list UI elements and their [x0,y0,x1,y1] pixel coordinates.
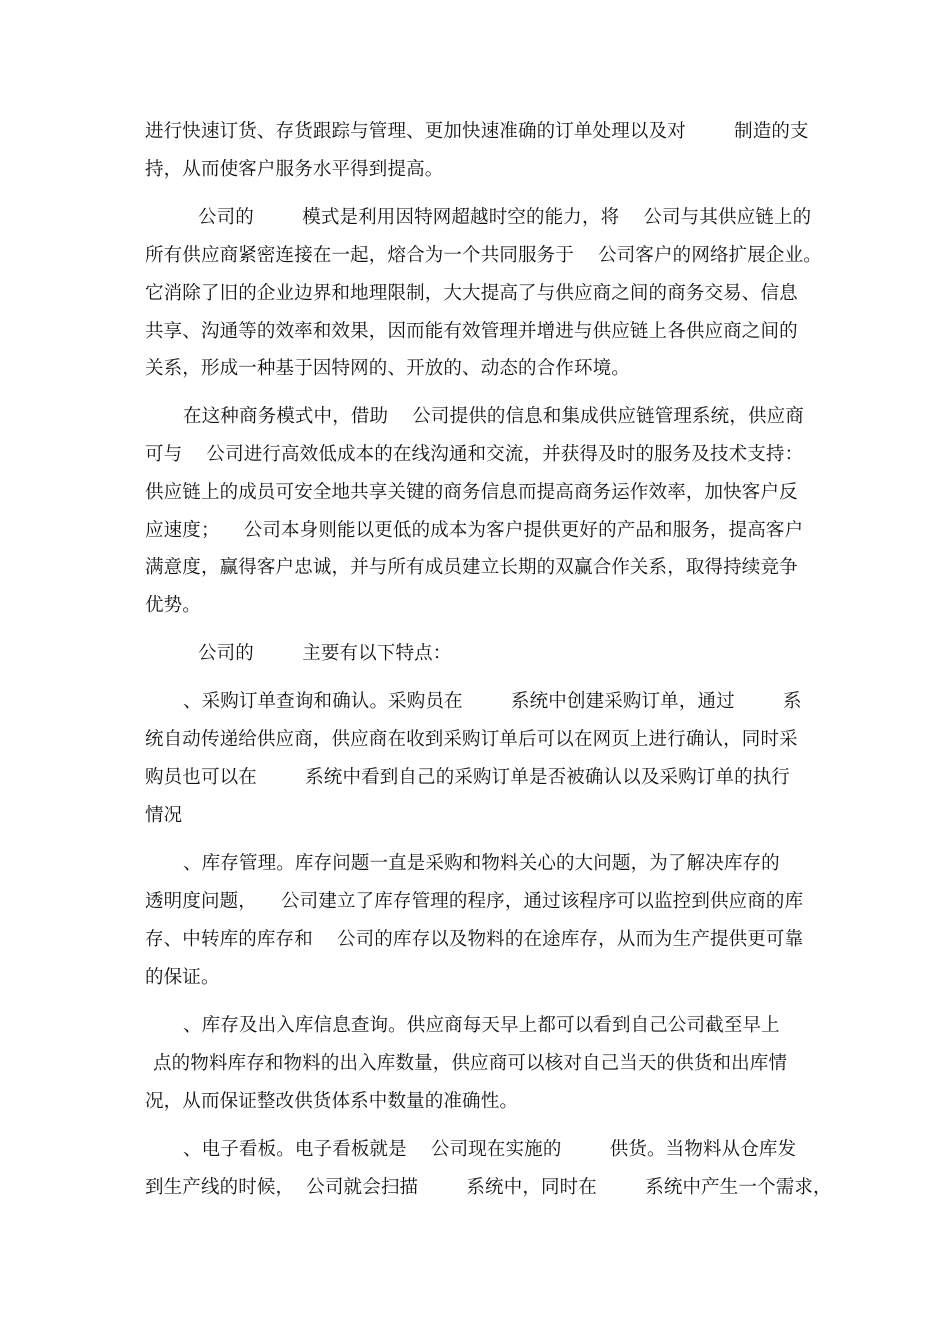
text-line: 、库存管理。库存问题一直是采购和物料关心的大问题，为了解决库存的 [183,853,780,874]
text-line: 满意度，赢得客户忠诚，并与所有成员建立长期的双赢合作关系，取得持续竞争 [145,557,798,578]
text-line: 共享、沟通等的效率和效果，因而能有效管理并增进与供应链上各供应商之间的 [145,321,798,342]
text-line: 它消除了旧的企业边界和地理限制，大大提高了与供应商之间的商务交易、信息 [145,283,798,304]
text-line: 存、中转库的库存和 公司的库存以及物料的在途库存，从而为生产提供更可靠 [145,929,804,950]
text-line: 购员也可以在 系统中看到自己的采购订单是否被确认以及采购订单的执行 [145,767,791,788]
text-line: 持，从而使客户服务水平得到提高。 [145,159,444,180]
text-line: 进行快速订货、存货跟踪与管理、更加快速准确的订单处理以及对 制造的支 [145,121,809,142]
text-line: 点的物料库存和物料的出入库数量，供应商可以核对自己当天的供货和出库情 [153,1053,788,1074]
text-line: 的保证。 [145,967,220,988]
text-line: 应速度； 公司本身则能以更低的成本为客户提供更好的产品和服务，提高客户 [145,520,804,541]
text-line: 到生产线的时候， 公司就会扫描 系统中，同时在 系统中产生一个需求， [145,1177,832,1198]
text-line: 供应链上的成员可安全地共享关键的商务信息而提高商务运作效率，加快客户反 [145,482,798,503]
text-line: 况，从而保证整改供货体系中数量的准确性。 [145,1091,519,1112]
text-line: 可与 公司进行高效低成本的在线沟通和交流，并获得及时的服务及技术支持： [145,444,804,465]
text-line: 、采购订单查询和确认。采购员在 系统中创建采购订单，通过 系 [183,691,802,712]
text-line: 统自动传递给供应商，供应商在收到采购订单后可以在网页上进行确认，同时采 [145,729,798,750]
text-line: 在这种商务模式中，借助 公司提供的信息和集成供应链管理系统，供应商 [183,406,804,427]
text-line: 情况 [145,805,183,826]
text-line: 、电子看板。电子看板就是 公司现在实施的 供货。当物料从仓库发 [183,1139,797,1160]
text-line: 透明度问题， 公司建立了库存管理的程序，通过该程序可以监控到供应商的库 [145,891,804,912]
text-line: 公司的 主要有以下特点： [198,643,452,664]
text-line: 关系，形成一种基于因特网的、开放的、动态的合作环境。 [145,358,630,379]
text-line: 、库存及出入库信息查询。供应商每天早上都可以看到自己公司截至早上 [183,1015,780,1036]
text-line: 优势。 [145,595,201,616]
text-line: 所有供应商紧密连接在一起，熔合为一个共同服务于 公司客户的网络扩展企业。 [145,245,822,266]
text-line: 公司的 模式是利用因特网超越时空的能力，将 公司与其供应链上的 [198,207,812,228]
